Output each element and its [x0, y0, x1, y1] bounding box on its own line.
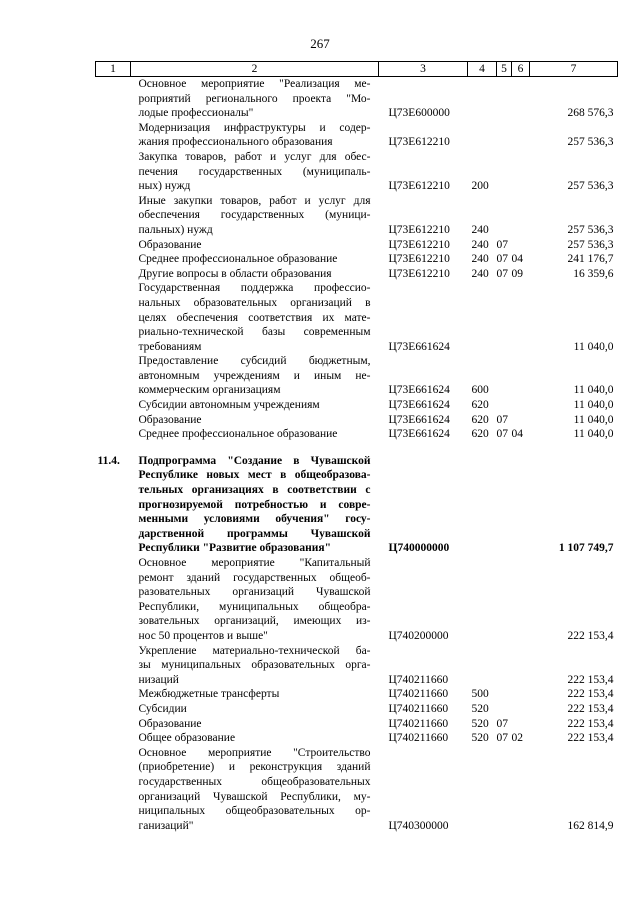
row-col-6 — [512, 454, 530, 556]
row-description — [131, 267, 379, 282]
description-line: нальных образовательных организаций в — [138, 296, 371, 309]
description-line: зовательных организаций, имеющих из- — [138, 615, 371, 628]
row-number — [96, 556, 131, 644]
row-col-6 — [512, 77, 530, 121]
description-line: требованиям — [138, 340, 202, 353]
row-code: Ц73Е661624 — [388, 428, 450, 441]
table-row — [96, 354, 618, 398]
row-col-6 — [512, 354, 530, 398]
row-code: Ц73Е661624 — [388, 384, 450, 397]
row-col-4: 240 — [471, 267, 489, 280]
description-line: зы муниципальных образовательных орга- — [138, 659, 371, 672]
row-number — [96, 644, 131, 688]
row-number — [96, 281, 131, 354]
row-col-4: 240 — [471, 253, 489, 266]
row-col-6: 04 — [511, 428, 523, 441]
description-line: ремонт зданий государственных общеоб- — [138, 571, 371, 584]
row-col-5 — [497, 150, 512, 194]
row-col-5 — [497, 454, 512, 556]
row-number — [96, 354, 131, 398]
row-sum: 268 576,3 — [567, 107, 614, 120]
row-col-4 — [468, 77, 497, 121]
description-line: организаций Чувашской Республики, му- — [138, 790, 371, 803]
row-sum: 241 176,7 — [567, 253, 614, 266]
row-number — [96, 702, 131, 717]
table-row — [96, 731, 618, 746]
row-description — [131, 77, 379, 121]
row-code: Ц740211660 — [388, 717, 449, 730]
row-number — [96, 687, 131, 702]
row-col-5: 07 — [496, 717, 508, 730]
description-line: тельных организациях в соответствии с — [138, 484, 371, 497]
row-sum: 222 153,4 — [567, 673, 614, 686]
description-line: прогнозируемой потребностью и совре- — [138, 498, 371, 511]
row-sum: 257 536,3 — [567, 180, 614, 193]
row-description — [131, 150, 379, 194]
row-col-5 — [497, 121, 512, 150]
row-number — [96, 77, 131, 121]
description-line: жания профессионального образования — [138, 136, 333, 149]
description-line: пальных) нужд — [138, 223, 213, 236]
description-line: разовательных организаций Чувашской — [138, 586, 371, 599]
description-line: обеспечения государственных (муници- — [138, 209, 371, 222]
row-number — [96, 398, 131, 413]
description-line: Образование — [138, 717, 202, 730]
table-row — [96, 252, 618, 267]
row-sum: 222 153,4 — [567, 717, 614, 730]
row-description — [131, 238, 379, 253]
row-sum: 257 536,3 — [567, 223, 614, 236]
row-code: Ц73Е661624 — [388, 340, 450, 353]
table-row — [96, 556, 618, 644]
row-col-4 — [468, 454, 497, 556]
table-row — [96, 194, 618, 238]
description-line: Подпрограмма "Создание в Чувашской — [138, 454, 371, 467]
row-col-5 — [497, 556, 512, 644]
header-col-7: 7 — [530, 62, 618, 77]
row-col-4: 200 — [471, 180, 489, 193]
row-col-5 — [497, 644, 512, 688]
row-col-5 — [497, 354, 512, 398]
row-col-5 — [497, 398, 512, 413]
row-number — [96, 252, 131, 267]
row-code: Ц740211660 — [388, 688, 449, 701]
row-col-6 — [512, 702, 530, 717]
description-line: Республике новых мест в общеобразова- — [138, 469, 371, 482]
row-col-4 — [468, 281, 497, 354]
row-number — [96, 427, 131, 442]
row-code: Ц740200000 — [388, 629, 449, 642]
description-line: коммерческим организациям — [138, 384, 281, 397]
description-line: Образование — [138, 413, 202, 426]
row-number — [96, 238, 131, 253]
table-row — [96, 121, 618, 150]
row-sum: 257 536,3 — [567, 136, 614, 149]
row-col-4 — [468, 746, 497, 834]
row-description — [131, 121, 379, 150]
row-description — [131, 354, 379, 398]
row-sum: 222 153,4 — [567, 629, 614, 642]
row-col-6 — [512, 194, 530, 238]
row-number — [96, 413, 131, 428]
row-col-6 — [512, 150, 530, 194]
row-col-6: 09 — [511, 267, 523, 280]
header-col-3: 3 — [379, 62, 468, 77]
row-col-6 — [512, 121, 530, 150]
row-number — [96, 150, 131, 194]
row-sum: 1 107 749,7 — [558, 542, 614, 555]
header-col-2: 2 — [131, 62, 379, 77]
row-description — [131, 252, 379, 267]
row-code: Ц740300000 — [388, 819, 449, 832]
description-line: Закупка товаров, работ и услуг для обес- — [138, 150, 371, 163]
row-col-5 — [497, 77, 512, 121]
row-col-6 — [512, 238, 530, 253]
row-number: 11.4. — [97, 454, 120, 467]
table-row — [96, 454, 618, 556]
table-row — [96, 427, 618, 442]
budget-table — [95, 61, 618, 833]
row-sum: 162 814,9 — [567, 819, 614, 832]
header-col-5: 5 — [497, 62, 512, 77]
description-line: ных) нужд — [138, 180, 191, 193]
table-row — [96, 413, 618, 428]
row-code: Ц73Е612210 — [388, 223, 450, 236]
description-line: Основное мероприятие "Реализация ме- — [138, 78, 371, 90]
spacer-cell — [96, 442, 618, 454]
row-description — [131, 427, 379, 442]
description-line: низаций — [138, 673, 179, 686]
row-sum: 222 153,4 — [567, 702, 614, 715]
description-line: печения государственных (муниципаль- — [138, 165, 371, 178]
description-line: Основное мероприятие "Капитальный — [138, 557, 371, 569]
row-code: Ц740211660 — [388, 673, 449, 686]
description-line: Предоставление субсидий бюджетным, — [138, 355, 371, 368]
row-col-4: 240 — [471, 223, 489, 236]
description-line: государственных общеобразовательных — [138, 775, 371, 788]
row-number — [96, 194, 131, 238]
description-line: лодые профессионалы" — [138, 107, 254, 120]
description-line: Модернизация инфраструктуры и содер- — [138, 121, 371, 134]
description-line: ганизаций" — [138, 819, 194, 832]
row-col-5: 07 — [496, 267, 508, 280]
row-col-6 — [512, 413, 530, 428]
description-line: Образование — [138, 238, 202, 251]
row-code: Ц73Е612210 — [388, 180, 450, 193]
row-number — [96, 731, 131, 746]
row-description — [131, 454, 379, 556]
row-col-4: 520 — [471, 717, 489, 730]
description-line: Субсидии автономным учреждениям — [138, 399, 320, 412]
table-row — [96, 281, 618, 354]
row-sum: 11 040,0 — [573, 413, 614, 426]
row-number — [96, 717, 131, 732]
row-sum: 222 153,4 — [567, 688, 614, 701]
row-col-4: 620 — [471, 413, 489, 426]
row-number — [96, 746, 131, 834]
description-line: дарственной программы Чувашской — [138, 527, 371, 540]
row-sum: 16 359,6 — [573, 267, 614, 280]
table-row — [96, 644, 618, 688]
table-row — [96, 77, 618, 121]
description-line: автономным учреждениям и иным не- — [138, 369, 371, 382]
row-description — [131, 687, 379, 702]
row-description — [131, 556, 379, 644]
row-col-5 — [497, 687, 512, 702]
description-line: Субсидии — [138, 702, 187, 715]
row-code: Ц73Е661624 — [388, 399, 450, 412]
row-col-6: 04 — [511, 253, 523, 266]
row-sum: 11 040,0 — [573, 340, 614, 353]
description-line: роприятий регионального проекта "Мо- — [138, 92, 371, 105]
row-description — [131, 746, 379, 834]
row-description — [131, 413, 379, 428]
row-col-6 — [512, 717, 530, 732]
row-code: Ц73Е612210 — [388, 238, 450, 251]
row-col-5 — [497, 281, 512, 354]
description-line: Основное мероприятие "Строительство — [138, 746, 371, 759]
row-code: Ц740211660 — [388, 702, 449, 715]
row-number — [96, 121, 131, 150]
row-col-4 — [468, 121, 497, 150]
table-row — [96, 702, 618, 717]
row-col-6: 02 — [511, 732, 523, 745]
page-number: 267 — [310, 36, 330, 51]
description-line: Среднее профессиональное образование — [138, 428, 338, 441]
row-code: Ц740000000 — [388, 542, 450, 555]
description-line: Межбюджетные трансферты — [138, 688, 280, 701]
table-header-row — [96, 62, 618, 77]
row-col-4: 520 — [471, 702, 489, 715]
row-col-6 — [512, 746, 530, 834]
description-line: ниципальных общеобразовательных ор- — [138, 805, 371, 818]
row-col-6 — [512, 398, 530, 413]
description-line: Иные закупки товаров, работ и услуг для — [138, 194, 371, 207]
table-row — [96, 398, 618, 413]
row-col-4: 600 — [471, 384, 489, 397]
row-sum: 257 536,3 — [567, 238, 614, 251]
row-sum: 11 040,0 — [573, 399, 614, 412]
row-description — [131, 702, 379, 717]
description-line: целях обеспечения соответствия их мате- — [138, 311, 371, 324]
row-description — [131, 644, 379, 688]
row-col-4 — [468, 644, 497, 688]
description-line: (приобретение) и реконструкция зданий — [138, 761, 371, 774]
description-line: Республики "Развитие образования" — [138, 542, 331, 555]
row-col-5: 07 — [496, 413, 508, 426]
table-row — [96, 687, 618, 702]
row-col-5 — [497, 702, 512, 717]
description-line: Среднее профессиональное образование — [138, 253, 338, 266]
row-description — [131, 717, 379, 732]
description-line: менными условиями обучения" госу- — [138, 513, 371, 526]
header-col-6: 6 — [512, 62, 530, 77]
row-col-4 — [468, 556, 497, 644]
row-sum: 222 153,4 — [567, 732, 614, 745]
table-row — [96, 717, 618, 732]
row-col-5: 07 — [496, 238, 508, 251]
row-sum: 11 040,0 — [573, 428, 614, 441]
row-code: Ц73Е612210 — [388, 253, 450, 266]
row-col-4: 620 — [471, 399, 489, 412]
table-body — [96, 77, 618, 834]
row-number — [96, 267, 131, 282]
header-col-1: 1 — [96, 62, 131, 77]
description-line: Другие вопросы в области образования — [138, 267, 332, 280]
table-row — [96, 746, 618, 834]
row-description — [131, 398, 379, 413]
row-col-5 — [497, 194, 512, 238]
row-col-6 — [512, 687, 530, 702]
table-row — [96, 150, 618, 194]
header-col-4: 4 — [468, 62, 497, 77]
row-col-5: 07 — [496, 253, 508, 266]
row-code: Ц73Е612210 — [388, 267, 450, 280]
row-col-4: 620 — [471, 428, 489, 441]
row-col-6 — [512, 644, 530, 688]
row-description — [131, 194, 379, 238]
row-code: Ц73Е600000 — [388, 107, 450, 120]
table-row — [96, 238, 618, 253]
row-code: Ц73Е612210 — [388, 136, 450, 149]
row-sum: 11 040,0 — [573, 384, 614, 397]
row-col-4: 240 — [471, 238, 489, 251]
description-line: риально-технической базы современным — [138, 326, 371, 339]
row-col-4: 520 — [471, 732, 489, 745]
row-col-5: 07 — [496, 732, 508, 745]
description-line: Общее образование — [138, 732, 236, 745]
row-col-4: 500 — [471, 688, 489, 701]
description-line: Республики, муниципальных общеобра- — [138, 600, 371, 613]
row-col-5: 07 — [496, 428, 508, 441]
description-line: Укрепление материально-технической ба- — [138, 644, 371, 657]
description-line: Государственная поддержка профессио- — [138, 282, 371, 295]
row-description — [131, 281, 379, 354]
spacer-row — [96, 442, 618, 454]
row-col-6 — [512, 281, 530, 354]
row-code: Ц73Е661624 — [388, 413, 450, 426]
row-description — [131, 731, 379, 746]
row-code: Ц740211660 — [388, 732, 449, 745]
description-line: нос 50 процентов и выше" — [138, 629, 268, 642]
row-col-6 — [512, 556, 530, 644]
table-row — [96, 267, 618, 282]
row-col-5 — [497, 746, 512, 834]
